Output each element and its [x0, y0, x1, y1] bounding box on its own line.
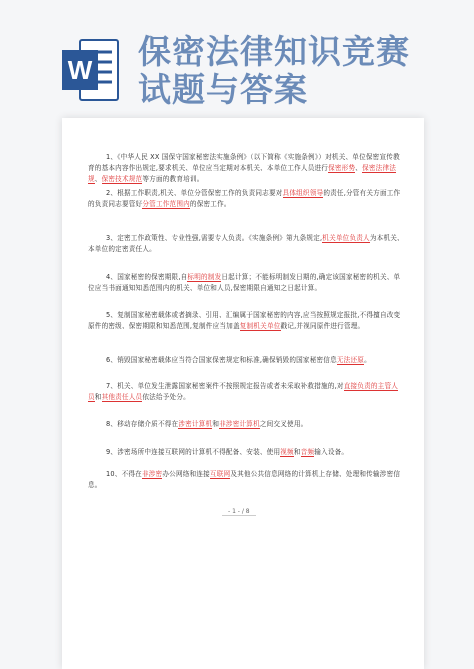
list-item — [88, 233, 404, 255]
answer-highlight: 保密法律法规 — [88, 164, 397, 183]
question-text: 输入设备。 — [314, 448, 349, 456]
question-text: 日起计算；不能标明制发日期的,确定该国家秘密的机关、单位应当书面通知知悉范围内的机关、单位和人员,保密期限自通知之日起计算。 — [88, 273, 401, 292]
answer-highlight: 视频 — [280, 448, 294, 456]
answer-highlight: 其他责任人员 — [101, 393, 143, 401]
question-text: 2、根据工作职责,机关、单位分管保密工作的负责同志要对 — [106, 189, 283, 197]
question-text: 办公网络和连接 — [162, 470, 210, 478]
question-text: 、 — [94, 175, 102, 183]
answer-highlight: 非涉密 — [141, 470, 163, 478]
answer-highlight: 分管工作范围内 — [142, 200, 190, 208]
answer-highlight: 保密形势 — [328, 164, 356, 172]
question-text: 5、复制国家秘密载体或者摘录、引用、汇编属于国家秘密的内容,应当按照规定报批,不得擅自改变原件的密级、保密期限和知悉范围,复制件应当加盖 — [88, 311, 401, 330]
question-text: 6、销毁国家秘密载体应当符合国家保密规定和标准,确保销毁的国家秘密信息 — [106, 356, 337, 364]
question-text: 戳记,并视同原件进行管理。 — [280, 322, 365, 330]
question-text: 7、机关、单位发生泄露国家秘密案件不按照规定报告或者未采取补救措施的,对 — [106, 382, 344, 390]
svg-text:W: W — [67, 55, 93, 85]
question-text: 的保密工作。 — [189, 200, 231, 208]
list-item — [88, 381, 404, 403]
list-item — [88, 188, 404, 210]
list-item — [88, 419, 404, 430]
question-text: 9、涉密场所中连接互联网的计算机不得配备、安装、使用 — [106, 448, 281, 456]
answer-highlight: 互联网 — [209, 470, 231, 478]
question-text: 之间交叉使用。 — [259, 420, 308, 428]
question-text: 1、《中华人民 XX 国保守国家秘密法实施条例》（以下简称《实施条例》）对机关、单位保密宣传教育的基本内容作出规定,要求机关、单位应当定期对本机关、本单位工作人员进行 — [88, 153, 400, 172]
answer-highlight: 无法还原 — [336, 356, 365, 364]
document-page — [62, 118, 424, 669]
page-number: - 1 - / 8 — [222, 508, 256, 516]
question-text: 等方面的教育培训。 — [142, 175, 204, 183]
answer-highlight: 具体组织领导 — [282, 189, 324, 197]
word-icon — [62, 38, 120, 102]
list-item — [88, 447, 404, 458]
question-text: 和 — [94, 393, 102, 401]
list-item — [88, 152, 404, 185]
answer-highlight: 复制机关单位 — [239, 322, 281, 330]
list-item — [88, 355, 404, 366]
question-text: 。 — [364, 356, 371, 364]
answer-highlight: 音频 — [300, 448, 315, 456]
question-text: 和 — [293, 448, 301, 456]
question-text: 3、定密工作政策性、专业性强,需要专人负责。《实施条例》第九条规定, — [106, 234, 323, 242]
question-text: 10、不得在 — [106, 470, 142, 478]
question-text: 8、移动存储介质不得在 — [106, 420, 179, 428]
answer-highlight: 非涉密计算机 — [219, 420, 260, 428]
question-text: 及其他公共信息网络的计算机上存储、处理和传输涉密信息。 — [88, 470, 401, 489]
answer-highlight: 保密技术规范 — [101, 175, 143, 183]
document-title-line-2: 试题与答案 — [138, 70, 308, 109]
question-text: 的责任,分管有关方面工作的负责同志要管好 — [88, 189, 401, 208]
question-text: 、 — [355, 164, 363, 172]
answer-highlight: 涉密计算机 — [178, 420, 213, 428]
answer-highlight: 直接负责的主管人员 — [88, 382, 399, 401]
list-item — [88, 310, 404, 332]
answer-highlight: 标明的制发 — [187, 273, 222, 281]
header — [0, 0, 474, 130]
question-text: 和 — [212, 420, 220, 428]
answer-highlight: 机关单位负责人 — [322, 234, 370, 242]
document-title-line-1: 保密法律知识竞赛 — [138, 32, 410, 71]
question-text: 4、国家秘密的保密期限,自 — [106, 273, 188, 281]
list-item — [88, 469, 404, 491]
question-text: 依法给予处分。 — [142, 393, 190, 401]
question-text: 为本机关、本单位的定密责任人。 — [88, 234, 404, 253]
list-item — [88, 272, 404, 294]
